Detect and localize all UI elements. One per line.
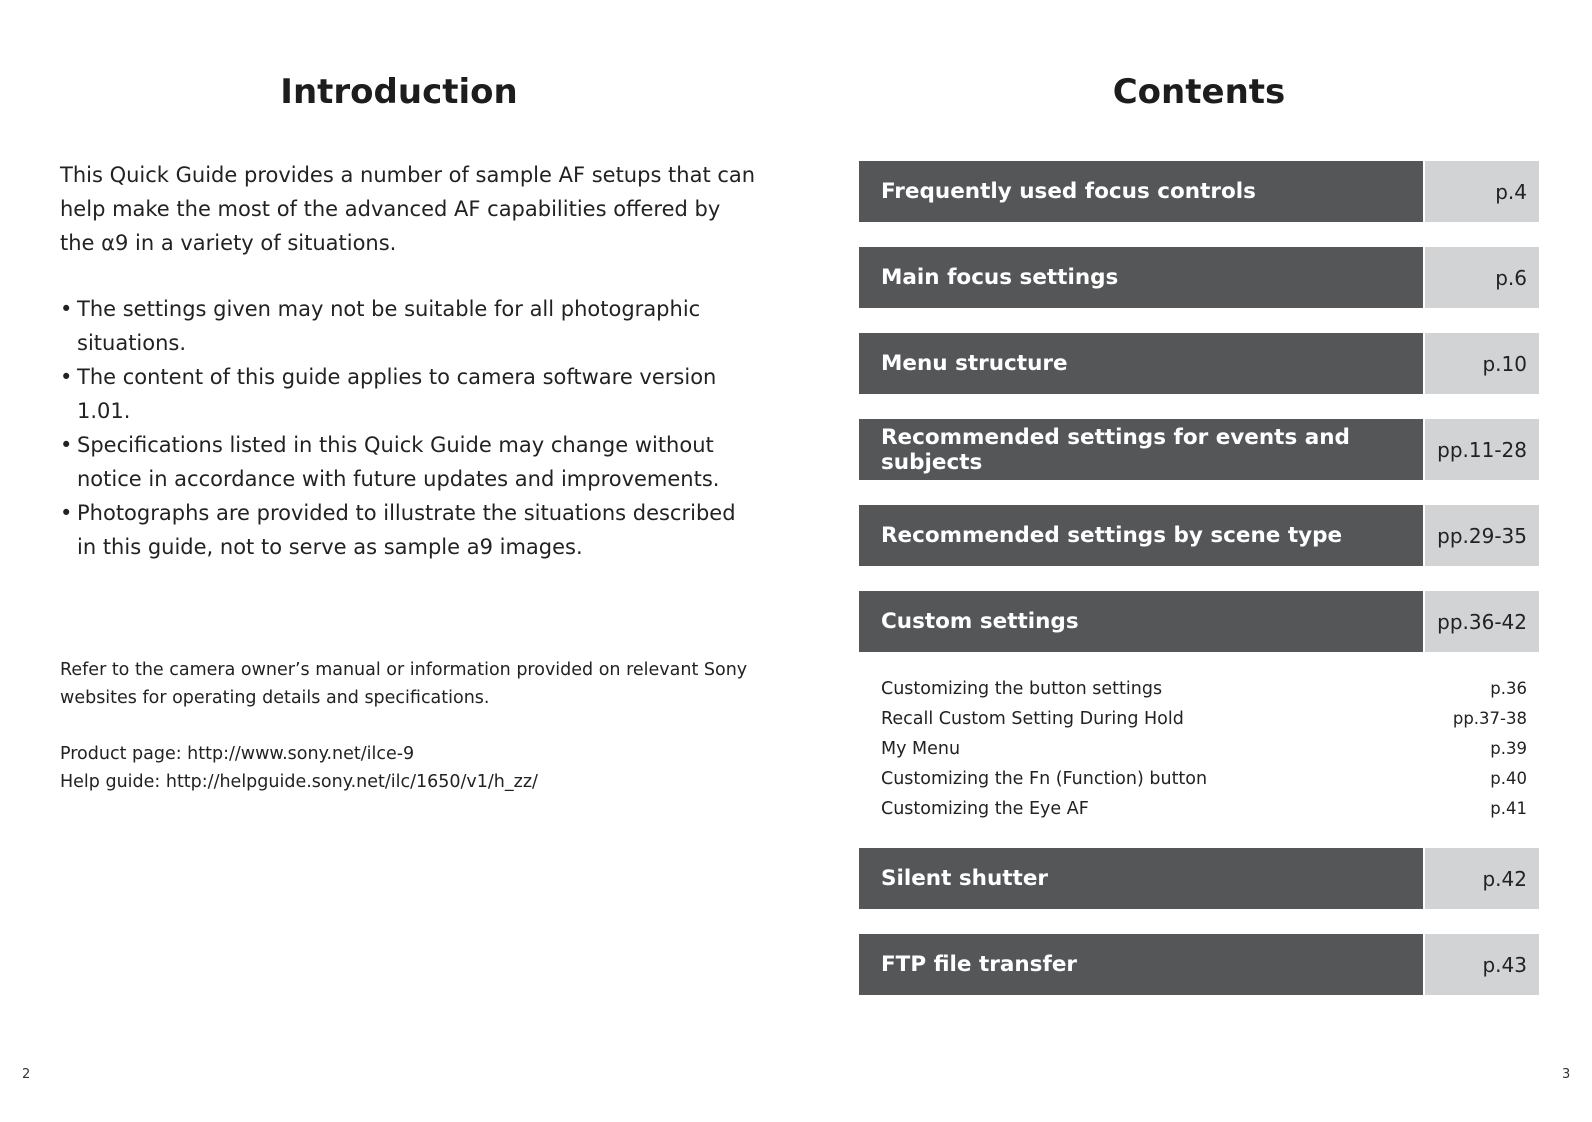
help-guide-link[interactable]: Help guide: http://helpguide.sony.net/ilc/1650/v1/h_zz/ <box>60 772 538 792</box>
toc-entry-page: p.10 <box>1425 333 1539 394</box>
toc-entry-recommended-scene-type[interactable] <box>859 505 1539 566</box>
right-page-number: 3 <box>1562 1067 1571 1082</box>
sub-entry-page: p.40 <box>1490 769 1527 788</box>
notes-list <box>60 292 760 564</box>
toc-entry-title: Frequently used focus controls <box>859 161 1423 222</box>
links-block <box>60 740 780 796</box>
toc-entry-title: Recommended settings for events and subjects <box>859 419 1423 480</box>
toc-entry-title: Recommended settings by scene type <box>859 505 1423 566</box>
toc-entry-page: p.6 <box>1425 247 1539 308</box>
toc-entry-main-focus-settings[interactable] <box>859 247 1539 308</box>
sub-entry-page: p.41 <box>1490 799 1527 818</box>
toc-entry-title: FTP file transfer <box>859 934 1423 995</box>
sub-entry[interactable] <box>881 734 1527 764</box>
note-item: • The settings given may not be suitable for all photographic situations. <box>60 292 760 360</box>
toc-entry-ftp-file-transfer[interactable] <box>859 934 1539 995</box>
toc-entry-recommended-events-subjects[interactable] <box>859 419 1539 480</box>
toc-entry-page: p.42 <box>1425 848 1539 909</box>
toc-entry-title: Menu structure <box>859 333 1423 394</box>
toc-entry-silent-shutter[interactable] <box>859 848 1539 909</box>
left-page-number: 2 <box>22 1067 31 1082</box>
toc-entry-page: pp.36-42 <box>1425 591 1539 652</box>
toc-entry-title: Main focus settings <box>859 247 1423 308</box>
sub-entry-title: Customizing the Eye AF <box>881 799 1089 819</box>
toc-entry-page: pp.29-35 <box>1425 505 1539 566</box>
note-item: • Specifications listed in this Quick Guide may change without notice in accordance with future updates and improvements. <box>60 428 760 496</box>
sub-entry[interactable] <box>881 764 1527 794</box>
sub-entry-page: p.39 <box>1490 739 1527 758</box>
sub-entry-title: My Menu <box>881 739 961 759</box>
refer-note: Refer to the camera owner’s manual or information provided on relevant Sony websites for operating details and specifications. <box>60 660 748 708</box>
toc-entry-custom-settings[interactable] <box>859 591 1539 652</box>
note-item: • The content of this guide applies to camera software version 1.01. <box>60 360 760 428</box>
sub-entry-title: Recall Custom Setting During Hold <box>881 709 1184 729</box>
sub-entry-page: p.36 <box>1490 679 1527 698</box>
toc-entry-page: p.4 <box>1425 161 1539 222</box>
sub-entry[interactable] <box>881 704 1527 734</box>
toc-entry-page: pp.11-28 <box>1425 419 1539 480</box>
introduction-title: Introduction <box>280 72 518 112</box>
toc-entry-frequently-used-focus-controls[interactable] <box>859 161 1539 222</box>
product-page-link[interactable]: Product page: http://www.sony.net/ilce-9 <box>60 744 415 764</box>
note-item: • Photographs are provided to illustrate the situations described in this guide, not to serve as sample a9 images. <box>60 496 760 564</box>
toc-entry-title: Custom settings <box>859 591 1423 652</box>
intro-paragraph: This Quick Guide provides a number of sample AF setups that can help make the most of the advanced AF capabilities offered by the α9 in a variety of situations. <box>60 163 756 255</box>
contents-title: Contents <box>1112 72 1286 112</box>
sub-entry-title: Customizing the Fn (Function) button <box>881 769 1208 789</box>
sub-entry-page: pp.37-38 <box>1452 709 1527 728</box>
sub-entry[interactable] <box>881 674 1527 704</box>
toc-entry-title: Silent shutter <box>859 848 1423 909</box>
sub-entry-title: Customizing the button settings <box>881 679 1163 699</box>
toc-entry-page: p.43 <box>1425 934 1539 995</box>
sub-entry[interactable] <box>881 794 1527 824</box>
toc-entry-menu-structure[interactable] <box>859 333 1539 394</box>
custom-settings-sublist <box>881 674 1527 824</box>
